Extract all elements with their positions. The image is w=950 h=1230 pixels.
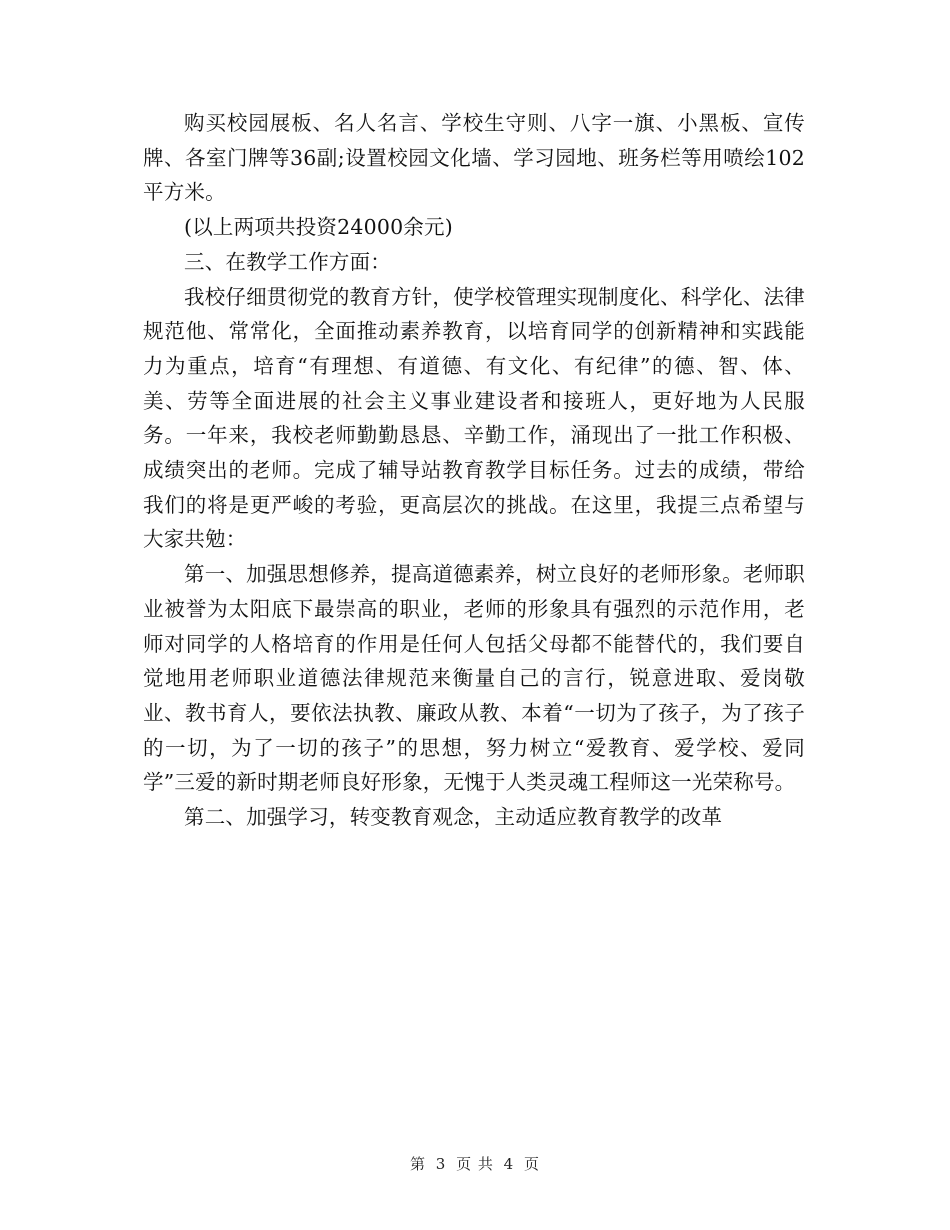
footer-total-pages: 4 bbox=[503, 1155, 515, 1173]
paragraph-first-hope: 第一、加强思想修养，提高道德素养，树立良好的老师形象。老师职业被誉为太阳底下最崇高的职业，老师的形象具有强烈的示范作用，老师对同学的人格培育的作用是任何人包括父母都不能替代的，我们要自觉地用老师职业道德法律规范来衡量自己的言行，锐意进取、爱岗敬业、教书育人，要依法执教、廉政从教、本着“一切为了孩子，为了孩子的一切，为了一切的孩子”的思想，努力树立“爱教育、爱学校、爱同学”三爱的新时期老师良好形象，无愧于人类灵魂工程师这一光荣称号。 bbox=[143, 562, 805, 795]
body-text bbox=[143, 106, 805, 835]
paragraph-teaching-summary: 我校仔细贯彻党的教育方针，使学校管理实现制度化、科学化、法律规范他、常常化，全面推动素养教育，以培育同学的创新精神和实践能力为重点，培育“有理想、有道德、有文化、有纪律”的德、智、体、美、劳等全面进展的社会主义事业建设者和接班人，更好地为人民服务。一年来，我校老师勤勤恳恳、辛勤工作，涌现出了一批工作积极、成绩突出的老师。完成了辅导站教育教学目标任务。过去的成绩，带给我们的将是更严峻的考验，更高层次的挑战。在这里，我提三点希望与大家共勉： bbox=[143, 284, 805, 552]
paragraph-investment-note: (以上两项共投资24000余元) bbox=[184, 215, 453, 240]
footer-current-page: 3 bbox=[435, 1155, 447, 1173]
footer-middle: 页 共 bbox=[456, 1155, 494, 1173]
footer-prefix: 第 bbox=[409, 1155, 426, 1173]
paragraph-second-hope: 第二、加强学习，转变教育观念，主动适应教育教学的改革 bbox=[184, 805, 723, 830]
page-footer bbox=[0, 1153, 950, 1174]
footer-suffix: 页 bbox=[524, 1155, 541, 1173]
paragraph-purchases: 购买校园展板、名人名言、学校生守则、八字一旗、小黑板、宣传牌、各室门牌等36副;设置校园文化墙、学习园地、班务栏等用喷绘102平方米。 bbox=[143, 111, 805, 205]
section-heading-teaching: 三、在教学工作方面： bbox=[184, 249, 391, 274]
